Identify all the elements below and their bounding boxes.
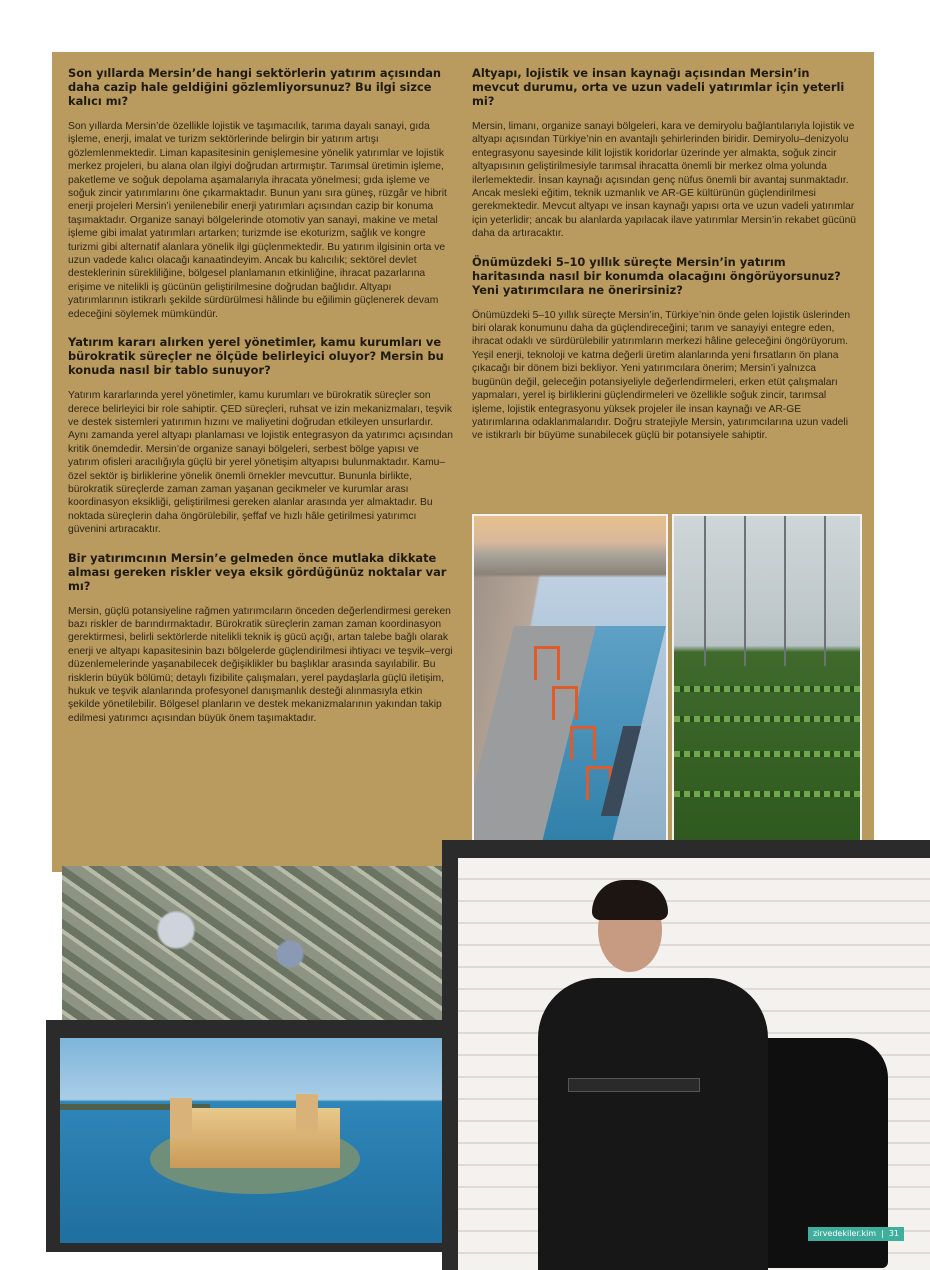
interview-question: Önümüzdeki 5–10 yıllık süreçte Mersin’in yatırım haritasında nasıl bir konumda olacağını öngörüyorsunuz? Yeni yatırımcılara ne önerirsiniz? — [472, 254, 841, 297]
interview-question: Son yıllarda Mersin’de hangi sektörlerin yatırım açısından daha cazip hale geldiğini gözlemliyorsunuz? Bu ilgi sizce kalıcı mı? — [68, 66, 442, 108]
industrial-zone-photo — [62, 866, 442, 1026]
hair-shape — [592, 880, 668, 920]
greenhouse-beam — [744, 516, 746, 666]
plant-row — [674, 686, 860, 692]
castle-tower-shape — [296, 1094, 318, 1134]
greenhouse-beam — [784, 516, 786, 666]
footer-separator: | — [881, 1229, 884, 1238]
plant-row — [674, 716, 860, 722]
castle-photo — [60, 1038, 445, 1243]
plant-row — [674, 791, 860, 797]
interview-question: Altyapı, lojistik ve insan kaynağı açısından Mersin’in mevcut durumu, orta ve uzun vadeli yatırımlar için yeterli mi? — [472, 66, 845, 108]
belt-shape — [568, 1078, 700, 1092]
page-number: 31 — [888, 1229, 899, 1238]
crane-shape — [534, 646, 560, 680]
crane-shape — [552, 686, 578, 720]
interview-answer: Yatırım kararlarında yerel yönetimler, kamu kurumları ve bürokratik süreçler son derece belirleyici bir role sahiptir. ÇED süreçleri, ruhsat ve izin mekanizmaları, teşvik ve destek sistemleri yatırımın hızını ve maliyetini doğrudan etkileyen unsurlardır. Aynı zamanda yerel altyapı planlaması ve lojistik entegrasyon da yatırımcı açısından kritik önemdedir. Mersin’de organize sanayi bölgeleri, serbest bölge yapısı ve yatırım ofisleri aracılığıyla güçlü bir yerel yönetişim altyapısı bulunmaktadır. Kamu–özel sektör iş birliklerine yönelik önemli örnekler mevcuttur. Bununla birlikte, bürokratik süreçlerde zaman zaman yaşanan gecikmeler ve kurumlar arası koordinasyon eksikliği, geliştirilmesi gereken alanlar arasında yer almaktadır. Bu noktada süreçlerin daha öngörülebilir, şeffaf ve hızlı hâle getirilmesi yatırımcı güvenini artıracaktır. — [68, 390, 453, 536]
greenhouse-photo — [672, 514, 862, 842]
site-name: zirvedekiler.kim — [812, 1229, 877, 1238]
interview-answer: Önümüzdeki 5–10 yıllık süreçte Mersin’in, Türkiye’nin önde gelen lojistik üslerinden biri olarak konumunu daha da güçlendireceğini; tarım ve sanayiyi entegre eden, ihracat odaklı ve sürdürülebilir yatırımların merkezi hâline geleceğini öngörüyorum. Yeşil enerji, teknoloji ve katma değerli üretim alanlarında yeni fırsatların ön plana çıkacağı bir dönem bizi bekliyor. Yeni yatırımcılara önerim; Mersin’i yalnızca bugünün değil, geleceğin potansiyeliyle değerlendirmeleri, erken etüt çalışmaları yapmaları, yerel iş birliklerini güçlendirmeleri ve özellikle soğuk zincir, tarımsal işleme, lojistik entegrasyonu yüksek projeler ile insan kaynağı ve AR-GE yatırımlarına odaklanmalarıdır. Doğru stratejiyle Mersin, yatırımcılarına uzun vadeli ve istikrarlı bir büyüme sunabilecek güçlü bir potansiyele sahiptir. — [472, 309, 851, 442]
interview-answer: Mersin, limanı, organize sanayi bölgeleri, kara ve demiryolu bağlantılarıyla lojistik ve altyapı açısından Türkiye’nin en avantajlı şehirlerinden biridir. Demiryolu–denizyolu entegrasyonu sayesinde kilit lojistik koridorlar üzerinde yer almakta, soğuk zincir altyapısının geliştirilmesiyle tarımsal ihracatta önemli bir merkez olma yolunda ilerlemektedir. İnsan kaynağı açısından genç nüfus önemli bir avantaj sunmaktadır. Ancak mesleki eğitim, teknik uzmanlık ve AR-GE kültürünün güçlendirilmesi gerekmektedir. Mevcut altyapı ve insan kaynağı yapısı orta ve uzun vadeli yatırımlar için yeterlidir; ancak bu alanlarda yapılacak ilave yatırımlar Mersin’in rekabet gücünü daha da artıracaktır. — [472, 121, 857, 240]
interview-answer: Son yıllarda Mersin’de özellikle lojistik ve taşımacılık, tarıma dayalı sanayi, gıda işleme, enerji, imalat ve turizm sektörlerinde belirgin bir yatırım artışı gözlemlenmektedir. Liman kapasitesinin genişlemesine yönelik yatırımlar ve lojistik merkez projeleri, bu alana olan ilgiyi doğrudan artırmıştır. Tarımsal üretimin işleme, paketleme ve soğuk depolama aşamalarıyla ihracata yönelmesi; gıda işleme ve soğuk zincir yatırımlarını öne çıkarmaktadır. Bunun yanı sıra güneş, rüzgâr ve hibrit enerji projeleri Mersin’i yenilenebilir enerji yatırımları açısından cazip bir konuma taşımaktadır. Organize sanayi bölgelerinde otomotiv yan sanayi, makine ve metal işleme gibi imalat yatırımları artarken; turizmde ise ekoturizm, sağlık ve kongre turizmi gibi alternatif alanlara yönelik ilgi güçlenmektedir. Bu yatırım ilgisinin orta ve uzun vadede kalıcı olacağı kanaatindeyim. Ancak bu kalıcılık; sektörel devlet desteklerinin sürekliliğine, bölgesel planlamanın etkinliğine, ihracat pazarlarına erişime ve nitelikli iş gücünün geliştirilmesine doğrudan bağlıdır. Altyapı yatırımlarının istikrarlı şekilde sürdürülmesi hâlinde bu eğilimin güçlenerek devam edeceğini söylemek mümkündür. — [68, 121, 447, 320]
portrait-photo — [458, 858, 930, 1270]
castle-tower-shape — [170, 1098, 192, 1138]
right-column — [472, 66, 857, 457]
crane-shape — [570, 726, 596, 760]
plant-row — [674, 751, 860, 757]
jacket-shape — [538, 978, 768, 1270]
port-aerial-photo — [472, 514, 668, 842]
interview-question: Yatırım kararı alırken yerel yönetimler, kamu kurumları ve bürokratik süreçler ne ölçüde belirleyici oluyor? Mersin bu konuda nasıl bir tablo sunuyor? — [68, 335, 444, 378]
greenhouse-beam — [824, 516, 826, 666]
interview-answer: Mersin, güçlü potansiyeline rağmen yatırımcıların önceden değerlendirmesi gereken bazı riskler de barındırmaktadır. Bürokratik süreçlerin zaman zaman koordinasyon gerektirmesi, belirli sektörlerde nitelikli teknik iş gücü açığı, artan talebe bağlı olarak enerji ve altyapı kapasitesinin bazı bölgelerde güçlendirilmesi ihtiyacı ve teşvik–vergi düzenlemelerinde yaşanabilecek değişiklikler bu başlıklar arasında sayılabilir. Bu risklerin büyük bölümü; detaylı fizibilite çalışmaları, yerel paydaşlarla güçlü iletişim, hukuk ve teşvik alanlarında profesyonel danışmanlık desteği alınmasıyla etkin şekilde yönetilebilir. Bölgesel planların ve destek mekanizmalarının yakından takip edilmesi yatırımcı açısından büyük önem taşımaktadır. — [68, 605, 453, 724]
left-column — [68, 66, 453, 739]
interview-question: Bir yatırımcının Mersin’e gelmeden önce mutlaka dikkate alması gereken riskler veya eksik gördüğünüz noktalar var mı? — [68, 550, 447, 593]
page-footer — [808, 1227, 904, 1241]
greenhouse-beam — [704, 516, 706, 666]
